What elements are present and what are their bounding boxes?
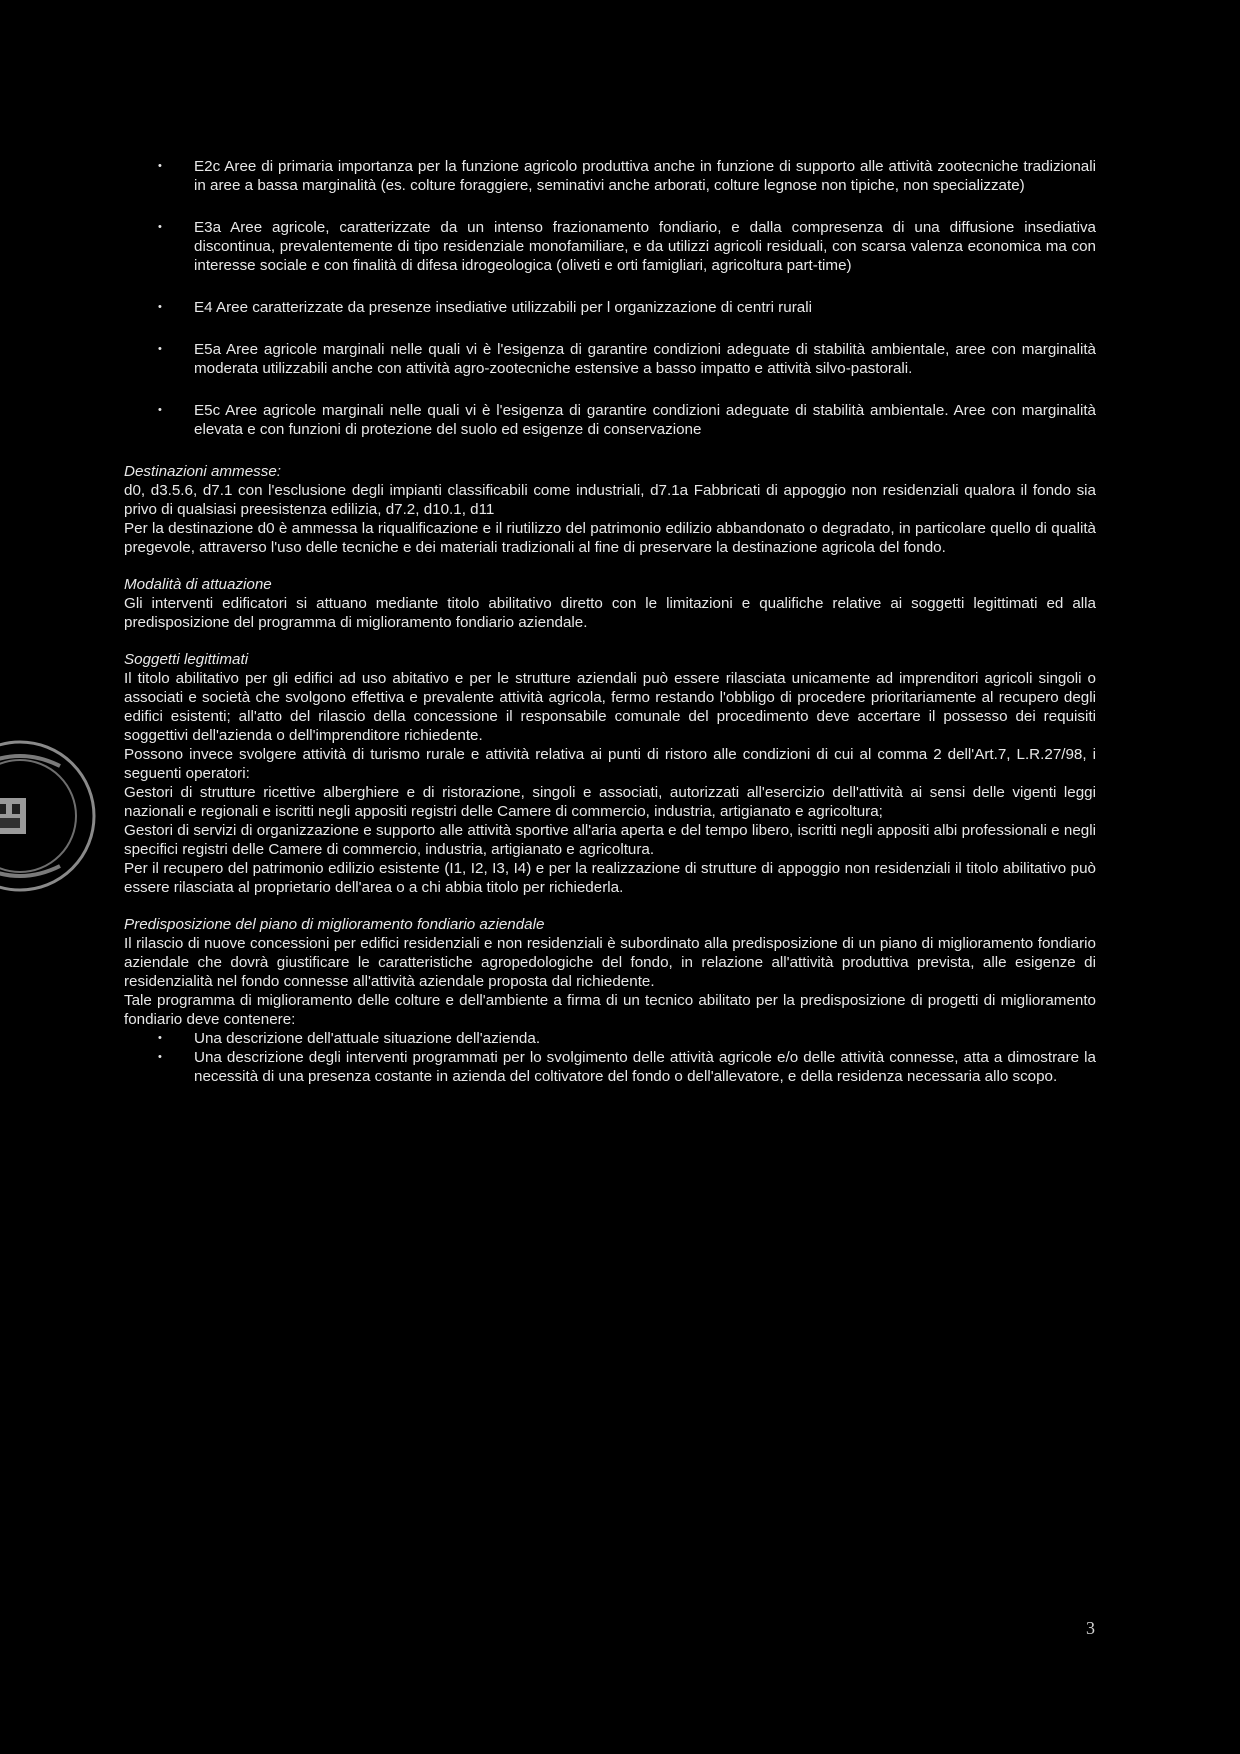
soggetti-heading: Soggetti legittimati [124, 651, 249, 668]
zone-bullet-list [124, 157, 1096, 439]
bullet-icon: • [158, 343, 162, 355]
modalita-paragraph: Gli interventi edificatori si attuano mediante titolo abilitativo diretto con le limitazioni e qualifiche relative ai soggetti legittimati ed alla predisposizione del programma di miglioramento fondiario aziendale. [124, 595, 1096, 631]
zone-bullet-item [124, 157, 1096, 195]
modalita-heading: Modalità di attuazione [124, 576, 272, 593]
zone-bullet-item [124, 218, 1096, 275]
destinazioni-heading: Destinazioni ammesse: [124, 463, 281, 480]
predisposizione-heading: Predisposizione del piano di miglioramento fondiario aziendale [124, 916, 545, 933]
bullet-icon: • [158, 1032, 162, 1044]
soggetti-paragraph: Gestori di strutture ricettive alberghiere e di ristorazione, singoli e associati, autorizzati all'esercizio dell'attività ai sensi delle vigenti leggi nazionali e regionali e iscritti negli appositi registri delle Camere di commercio, industria, artigianato e agricoltura; [124, 784, 1096, 820]
zone-description: E3a Aree agricole, caratterizzate da un intenso frazionamento fondiario, e dalla compresenza di una diffusione insediativa discontinua, prevalentemente di tipo residenziale monofamiliare, e da utilizzi agricoli residuali, con scarsa valenza economica ma con interesse sociale e con finalità di difesa idrogeologica (oliveti e orti famigliari, agricoltura part-time) [194, 219, 1096, 274]
soggetti-paragraph: Gestori di servizi di organizzazione e supporto alle attività sportive all'aria aperta e del tempo libero, iscritti negli appositi albi professionali e negli specifici registri delle Camere di commercio, industria, artigianato e agricoltura. [124, 822, 1096, 858]
bullet-icon: • [158, 221, 162, 233]
list-item-text: Una descrizione degli interventi programmati per lo svolgimento delle attività agricole e/o delle attività connesse, atta a dimostrare la necessità di una presenza costante in azienda del coltivatore del fondo o dell'allevatore, e della residenza necessaria allo scopo. [194, 1049, 1096, 1085]
soggetti-paragraph: Per il recupero del patrimonio edilizio esistente (I1, I2, I3, I4) e per la realizzazione di strutture di appoggio non residenziali il titolo abilitativo può essere rilasciata al proprietario dell'area o a chi abbia titolo per richiederla. [124, 860, 1096, 896]
bullet-icon: • [158, 1051, 162, 1063]
soggetti-paragraph: Possono invece svolgere attività di turismo rurale e attività relativa ai punti di ristoro alle condizioni di cui al comma 2 dell'Art.7, L.R.27/98, i seguenti operatori: [124, 746, 1096, 782]
predisposizione-list-item [124, 1029, 1096, 1048]
zone-bullet-item [124, 401, 1096, 439]
zone-description: E5a Aree agricole marginali nelle quali vi è l'esigenza di garantire condizioni adeguate di stabilità ambientale, aree con marginalità moderata utilizzabili anche con attività agro-zootecniche estensive a basso impatto e attività silvo-pastorali. [194, 341, 1096, 377]
zone-description: E2c Aree di primaria importanza per la funzione agricolo produttiva anche in funzione di supporto alle attività zootecniche tradizionali in aree a bassa marginalità (es. colture foraggiere, seminativi anche arborati, colture legnose non tipiche, non specializzate) [194, 158, 1096, 194]
zone-description: E4 Aree caratterizzate da presenze insediative utilizzabili per l organizzazione di centri rurali [194, 299, 812, 316]
stamp-seal [0, 736, 100, 896]
bullet-icon: • [158, 301, 162, 313]
document-body [124, 157, 1096, 1086]
predisposizione-paragraph: Il rilascio di nuove concessioni per edifici residenziali e non residenziali è subordinato alla predisposizione di un piano di miglioramento fondiario aziendale che dovrà giustificare le caratteristiche agropedologiche del fondo, in relazione all'attività produttiva prevista, alle esigenze di residenzialità nel fondo connesse all'attività aziendale proposta dal richiedente. [124, 935, 1096, 990]
bullet-icon: • [158, 160, 162, 172]
predisposizione-paragraph: Tale programma di miglioramento delle colture e dell'ambiente a firma di un tecnico abilitato per la predisposizione di progetti di miglioramento fondiario deve contenere: [124, 992, 1096, 1028]
zone-description: E5c Aree agricole marginali nelle quali vi è l'esigenza di garantire condizioni adeguate di stabilità ambientale. Aree con marginalità elevata e con funzioni di protezione del suolo ed esigenze di conservazione [194, 402, 1096, 438]
zone-bullet-item [124, 340, 1096, 378]
predisposizione-list [124, 1029, 1096, 1086]
zone-bullet-item [124, 298, 1096, 317]
list-item-text: Una descrizione dell'attuale situazione dell'azienda. [194, 1030, 541, 1047]
bullet-icon: • [158, 404, 162, 416]
soggetti-paragraph: Il titolo abilitativo per gli edifici ad uso abitativo e per le strutture aziendali può essere rilasciata unicamente ad imprenditori agricoli singoli o associati e società che svolgono effettiva e prevalente attività agricola, fermo restando l'obbligo di procedere prioritariamente al recupero degli edifici esistenti; all'atto del rilascio della concessione il responsabile comunale del procedimento deve accertare il possesso dei requisiti soggettivi dell'azienda o dell'imprenditore richiedente. [124, 670, 1096, 744]
page-number: 3 [1086, 1618, 1095, 1638]
destinazioni-paragraph: Per la destinazione d0 è ammessa la riqualificazione e il riutilizzo del patrimonio edilizio abbandonato o degradato, in particolare quello di qualità pregevole, attraverso l'uso delle tecniche e dei materiali tradizionali al fine di preservare la destinazione agricola del fondo. [124, 520, 1096, 556]
predisposizione-list-item [124, 1048, 1096, 1086]
destinazioni-paragraph: d0, d3.5.6, d7.1 con l'esclusione degli impianti classificabili come industriali, d7.1a Fabbricati di appoggio non residenziali qualora il fondo sia privo di qualsiasi preesistenza edilizia, d7.2, d10.1, d11 [124, 482, 1096, 518]
